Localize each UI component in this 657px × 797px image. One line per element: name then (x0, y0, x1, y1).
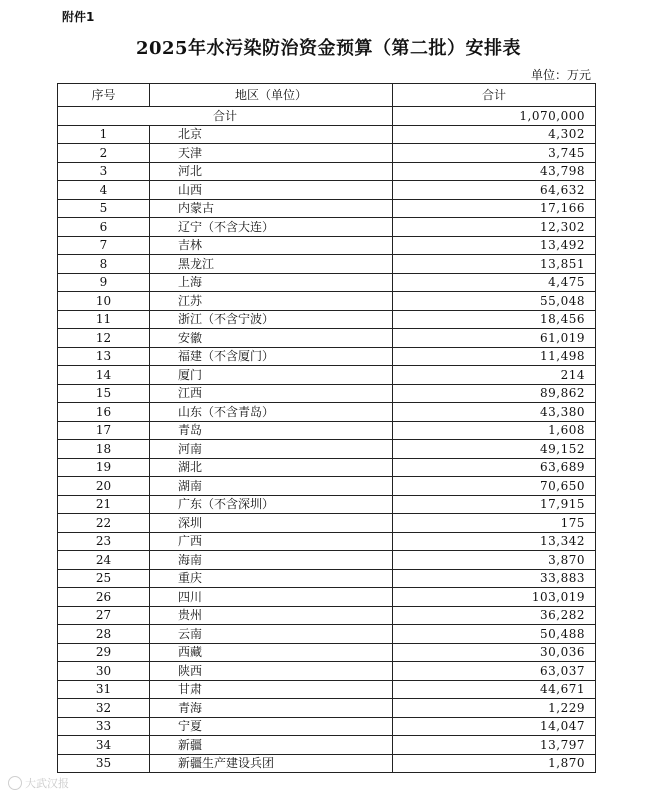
row-region: 北京 (150, 125, 393, 144)
total-label: 合计 (58, 107, 393, 126)
table-row (58, 588, 596, 607)
row-region: 天津 (150, 144, 393, 163)
row-amount: 30,036 (393, 643, 596, 662)
row-amount: 36,282 (393, 606, 596, 625)
row-amount: 63,689 (393, 458, 596, 477)
row-index: 1 (58, 125, 150, 144)
table-row (58, 495, 596, 514)
row-region: 新疆生产建设兵团 (150, 754, 393, 773)
row-index: 24 (58, 551, 150, 570)
row-region: 厦门 (150, 366, 393, 385)
row-amount: 33,883 (393, 569, 596, 588)
row-region: 重庆 (150, 569, 393, 588)
table-row (58, 199, 596, 218)
row-amount: 13,492 (393, 236, 596, 255)
row-amount: 4,302 (393, 125, 596, 144)
row-index: 23 (58, 532, 150, 551)
table-row (58, 292, 596, 311)
table-row (58, 236, 596, 255)
row-region: 内蒙古 (150, 199, 393, 218)
row-amount: 14,047 (393, 717, 596, 736)
row-region: 山西 (150, 181, 393, 200)
row-region: 青海 (150, 699, 393, 718)
row-amount: 44,671 (393, 680, 596, 699)
row-amount: 43,380 (393, 403, 596, 422)
row-amount: 12,302 (393, 218, 596, 237)
weibo-logo-icon (8, 776, 22, 790)
row-region: 海南 (150, 551, 393, 570)
row-amount: 1,608 (393, 421, 596, 440)
row-index: 29 (58, 643, 150, 662)
table-row (58, 421, 596, 440)
row-amount: 214 (393, 366, 596, 385)
row-index: 12 (58, 329, 150, 348)
row-index: 32 (58, 699, 150, 718)
row-index: 34 (58, 736, 150, 755)
row-region: 山东（不含青岛） (150, 403, 393, 422)
table-row (58, 514, 596, 533)
table-row (58, 403, 596, 422)
table-row (58, 125, 596, 144)
table-row (58, 680, 596, 699)
table-row (58, 162, 596, 181)
table-row (58, 532, 596, 551)
row-region: 湖北 (150, 458, 393, 477)
row-region: 广东（不含深圳） (150, 495, 393, 514)
row-index: 17 (58, 421, 150, 440)
table-row (58, 329, 596, 348)
row-index: 3 (58, 162, 150, 181)
row-index: 7 (58, 236, 150, 255)
unit-label: 单位：万元 (530, 68, 591, 82)
row-index: 13 (58, 347, 150, 366)
row-region: 黑龙江 (150, 255, 393, 274)
row-index: 5 (58, 199, 150, 218)
row-amount: 13,342 (393, 532, 596, 551)
row-region: 青岛 (150, 421, 393, 440)
row-region: 新疆 (150, 736, 393, 755)
header-index: 序号 (58, 84, 150, 107)
row-amount: 49,152 (393, 440, 596, 459)
table-row (58, 440, 596, 459)
row-index: 14 (58, 366, 150, 385)
row-index: 21 (58, 495, 150, 514)
row-index: 11 (58, 310, 150, 329)
row-index: 15 (58, 384, 150, 403)
row-amount: 63,037 (393, 662, 596, 681)
row-amount: 89,862 (393, 384, 596, 403)
row-index: 4 (58, 181, 150, 200)
row-region: 陕西 (150, 662, 393, 681)
table-row (58, 458, 596, 477)
row-index: 25 (58, 569, 150, 588)
header-amount: 合计 (393, 84, 596, 107)
row-region: 西藏 (150, 643, 393, 662)
watermark (8, 775, 69, 791)
table-row (58, 144, 596, 163)
watermark-text: 大武汉报 (25, 777, 69, 790)
row-amount: 18,456 (393, 310, 596, 329)
row-index: 27 (58, 606, 150, 625)
row-amount: 3,745 (393, 144, 596, 163)
row-index: 26 (58, 588, 150, 607)
row-region: 宁夏 (150, 717, 393, 736)
row-region: 湖南 (150, 477, 393, 496)
row-index: 16 (58, 403, 150, 422)
table-row (58, 551, 596, 570)
row-region: 浙江（不含宁波） (150, 310, 393, 329)
row-index: 2 (58, 144, 150, 163)
row-amount: 64,632 (393, 181, 596, 200)
header-region: 地区（单位） (150, 84, 393, 107)
row-index: 19 (58, 458, 150, 477)
row-region: 广西 (150, 532, 393, 551)
table-header-row (58, 84, 596, 107)
table-row (58, 625, 596, 644)
table-row (58, 366, 596, 385)
row-index: 30 (58, 662, 150, 681)
total-row (58, 107, 596, 126)
table-row (58, 255, 596, 274)
row-amount: 13,797 (393, 736, 596, 755)
table-row (58, 218, 596, 237)
row-amount: 17,915 (393, 495, 596, 514)
table-row (58, 477, 596, 496)
table-row (58, 606, 596, 625)
row-region: 四川 (150, 588, 393, 607)
row-amount: 50,488 (393, 625, 596, 644)
table-row (58, 662, 596, 681)
row-region: 江西 (150, 384, 393, 403)
budget-table (57, 83, 596, 773)
row-index: 22 (58, 514, 150, 533)
row-amount: 70,650 (393, 477, 596, 496)
row-index: 33 (58, 717, 150, 736)
table-row (58, 181, 596, 200)
row-index: 9 (58, 273, 150, 292)
row-index: 28 (58, 625, 150, 644)
row-index: 18 (58, 440, 150, 459)
row-region: 河北 (150, 162, 393, 181)
row-region: 福建（不含厦门） (150, 347, 393, 366)
table-row (58, 384, 596, 403)
row-region: 上海 (150, 273, 393, 292)
row-index: 10 (58, 292, 150, 311)
row-amount: 61,019 (393, 329, 596, 348)
row-amount: 17,166 (393, 199, 596, 218)
table-row (58, 699, 596, 718)
row-amount: 1,229 (393, 699, 596, 718)
table-row (58, 754, 596, 773)
row-amount: 13,851 (393, 255, 596, 274)
row-amount: 175 (393, 514, 596, 533)
row-amount: 1,870 (393, 754, 596, 773)
row-amount: 3,870 (393, 551, 596, 570)
row-amount: 4,475 (393, 273, 596, 292)
table-row (58, 347, 596, 366)
table-row (58, 717, 596, 736)
row-region: 河南 (150, 440, 393, 459)
total-amount: 1,070,000 (393, 107, 596, 126)
row-amount: 55,048 (393, 292, 596, 311)
row-index: 20 (58, 477, 150, 496)
row-index: 35 (58, 754, 150, 773)
table-row (58, 273, 596, 292)
table-row (58, 643, 596, 662)
row-region: 深圳 (150, 514, 393, 533)
row-index: 6 (58, 218, 150, 237)
row-region: 云南 (150, 625, 393, 644)
row-region: 吉林 (150, 236, 393, 255)
table-row (58, 310, 596, 329)
attachment-label: 附件1 (62, 10, 95, 24)
table-row (58, 736, 596, 755)
row-amount: 11,498 (393, 347, 596, 366)
row-region: 辽宁（不含大连） (150, 218, 393, 237)
row-region: 安徽 (150, 329, 393, 348)
row-amount: 43,798 (393, 162, 596, 181)
row-index: 8 (58, 255, 150, 274)
table-row (58, 569, 596, 588)
row-index: 31 (58, 680, 150, 699)
row-region: 甘肃 (150, 680, 393, 699)
document-title: 2025年水污染防治资金预算（第二批）安排表 (135, 38, 522, 59)
row-region: 贵州 (150, 606, 393, 625)
row-amount: 103,019 (393, 588, 596, 607)
row-region: 江苏 (150, 292, 393, 311)
